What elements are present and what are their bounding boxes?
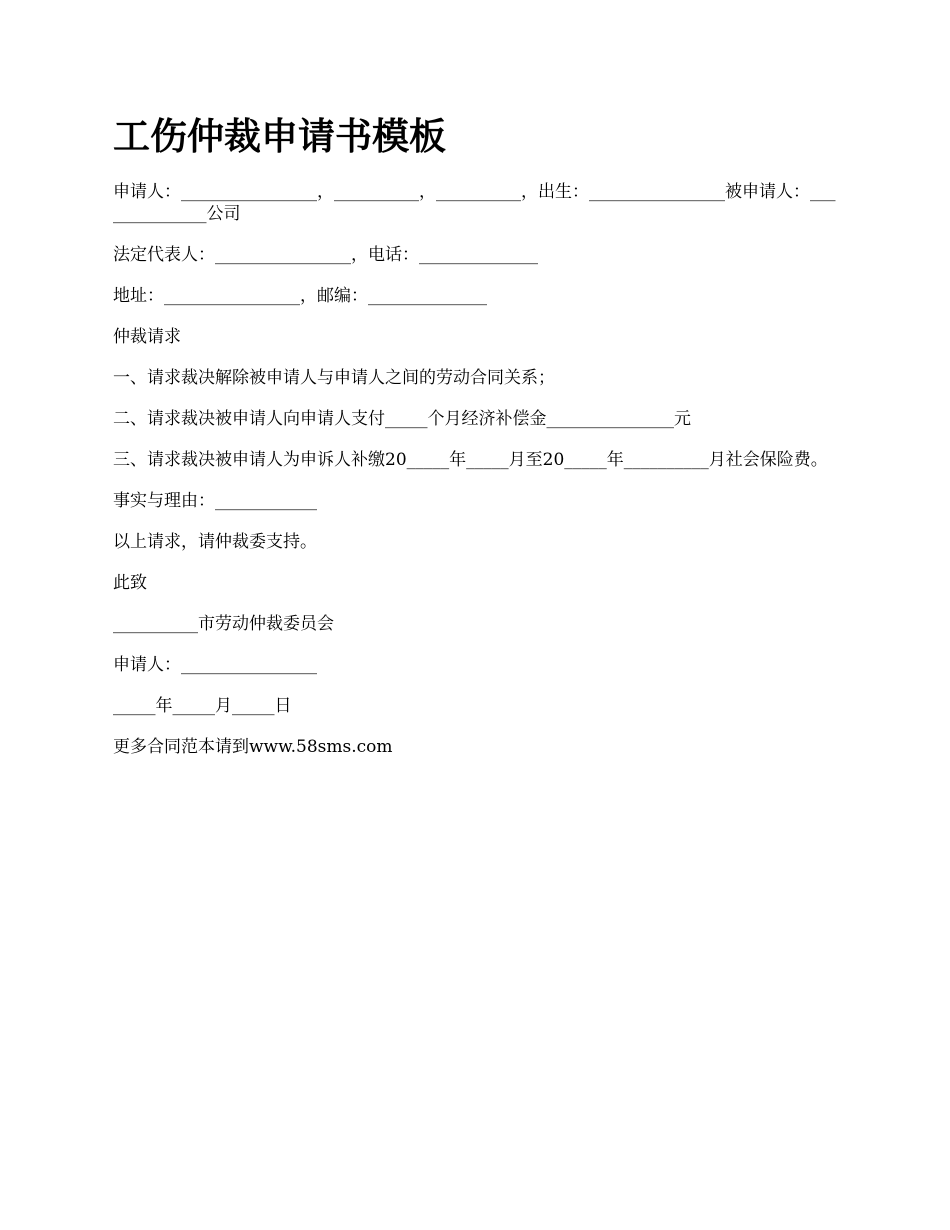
date-paragraph: _____年_____月_____日: [113, 696, 292, 716]
committee-paragraph: __________市劳动仲裁委员会: [113, 614, 334, 634]
request-item-1: 一、请求裁决解除被申请人与申请人之间的劳动合同关系；: [113, 368, 555, 388]
document-title: 工伤仲裁申请书模板: [113, 114, 446, 158]
legal-representative-paragraph: 法定代表人：________________，电话：______________: [113, 245, 538, 265]
document-page: [113, 112, 840, 777]
applicant-info-paragraph: 申请人：________________，__________，__________，出生：________________被申请人：______________公司: [113, 182, 836, 224]
salutation-paragraph: 此致: [113, 573, 147, 593]
facts-and-reasons-paragraph: 事实与理由：____________: [113, 491, 317, 511]
more-templates-paragraph: 更多合同范本请到www.58sms.com: [113, 737, 393, 757]
applicant-signature-paragraph: 申请人：________________: [113, 655, 317, 675]
support-request-paragraph: 以上请求，请仲裁委支持。: [113, 532, 317, 552]
address-paragraph: 地址：________________，邮编：______________: [113, 286, 487, 306]
request-item-3: 三、请求裁决被申请人为申诉人补缴20_____年_____月至20_____年__________月社会保险费。: [113, 450, 828, 470]
arbitration-request-heading: 仲裁请求: [113, 327, 181, 347]
request-item-2: 二、请求裁决被申请人向申请人支付_____个月经济补偿金_______________元: [113, 409, 691, 429]
